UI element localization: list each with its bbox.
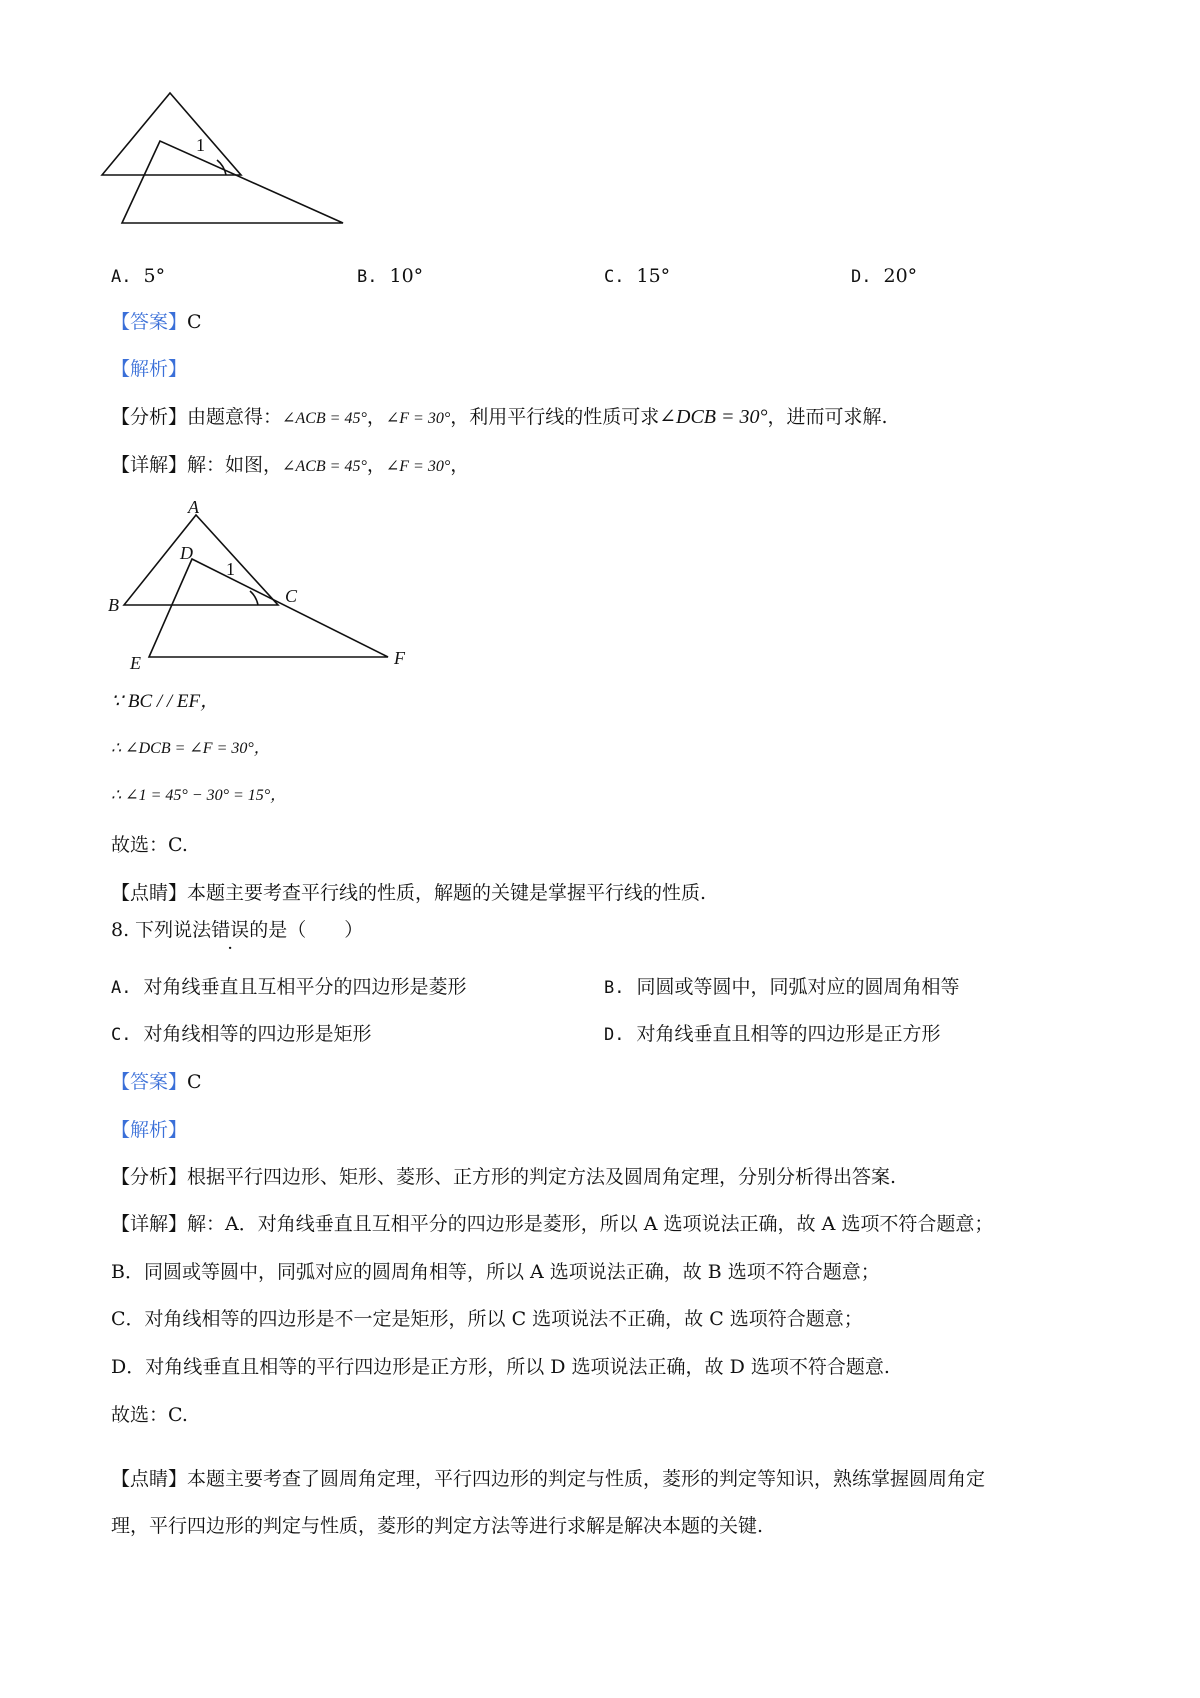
q7-xiangjie: 【详解】解：如图，∠ACB = 45°，∠F = 30°， xyxy=(111,454,470,476)
q8-option-b: B. 同圆或等圆中，同弧对应的圆周角相等 xyxy=(604,976,960,998)
fig2-label-a: A xyxy=(188,497,199,517)
fig1-angle-label: 1 xyxy=(196,135,205,155)
q8-xiangjie-d: D．对角线垂直且相等的平行四边形是正方形，所以 D 选项说法正确，故 D 选项不符合题意. xyxy=(111,1356,890,1378)
q7-fenxi: 【分析】由题意得：∠ACB = 45°，∠F = 30°，利用平行线的性质可求∠DCB = 30°，进而可求解. xyxy=(111,406,888,428)
q8-stem: 8. 下列说法错误的是（ ） xyxy=(111,919,364,941)
fig2-label-d: D xyxy=(180,543,193,563)
fig1-lower-triangle xyxy=(122,141,343,223)
q8-xiangjie-b: B．同圆或等圆中，同弧对应的圆周角相等，所以 A 选项说法正确，故 B 选项不符合题意； xyxy=(111,1261,880,1283)
fig2-label-f: F xyxy=(394,648,405,668)
q7-option-a: A. 5° xyxy=(111,265,166,287)
fig2-triangle-def xyxy=(149,559,388,657)
q7-option-c: C. 15° xyxy=(604,265,671,287)
q8-option-d: D. 对角线垂直且相等的四边形是正方形 xyxy=(604,1023,941,1045)
q8-option-a: A. 对角线垂直且互相平分的四边形是菱形 xyxy=(111,976,467,998)
figure-1-triangles xyxy=(100,88,360,238)
q8-xiangjie-c: C．对角线相等的四边形是不一定是矩形，所以 C 选项说法不正确，故 C 选项符合题意； xyxy=(111,1308,863,1330)
q8-dianjing-1: 【点睛】本题主要考查了圆周角定理，平行四边形的判定与性质，菱形的判定等知识，熟练掌握圆周角定 xyxy=(111,1468,986,1490)
q7-step-1: ∵ BC / / EF， xyxy=(111,691,220,712)
q7-option-b: B. 10° xyxy=(357,265,424,287)
q8-guxuan: 故选：C. xyxy=(111,1404,188,1426)
figure-2-labeled-triangles xyxy=(100,495,420,675)
fig2-label-e: E xyxy=(130,653,141,673)
q8-dianjing-2: 理，平行四边形的判定与性质，菱形的判定方法等进行求解是解决本题的关键. xyxy=(111,1515,764,1537)
fig2-label-c: C xyxy=(285,586,298,606)
q7-dianjing: 【点睛】本题主要考查平行线的性质，解题的关键是掌握平行线的性质. xyxy=(111,882,707,904)
q7-step-2: ∴ ∠DCB = ∠F = 30°， xyxy=(111,740,270,757)
fig2-triangle-abc xyxy=(124,515,278,605)
q7-answer: 【答案】C xyxy=(111,311,202,333)
q7-jiexi: 【解析】 xyxy=(111,358,188,380)
q8-fenxi: 【分析】根据平行四边形、矩形、菱形、正方形的判定方法及圆周角定理，分别分析得出答案. xyxy=(111,1166,897,1188)
q7-option-d: D. 20° xyxy=(851,265,918,287)
q8-option-c: C. 对角线相等的四边形是矩形 xyxy=(111,1023,372,1045)
fig2-angle-label: 1 xyxy=(226,559,235,579)
q7-step-3: ∴ ∠1 = 45° − 30° = 15°， xyxy=(111,787,287,804)
fig2-angle-arc xyxy=(250,591,258,605)
q7-guxuan: 故选：C. xyxy=(111,834,188,856)
q8-jiexi: 【解析】 xyxy=(111,1119,188,1141)
q8-answer: 【答案】C xyxy=(111,1071,202,1093)
q8-xiangjie-a: 【详解】解：A．对角线垂直且互相平分的四边形是菱形，所以 A 选项说法正确，故 A 选项不符合题意； xyxy=(111,1213,994,1235)
fig2-label-b: B xyxy=(108,595,119,615)
